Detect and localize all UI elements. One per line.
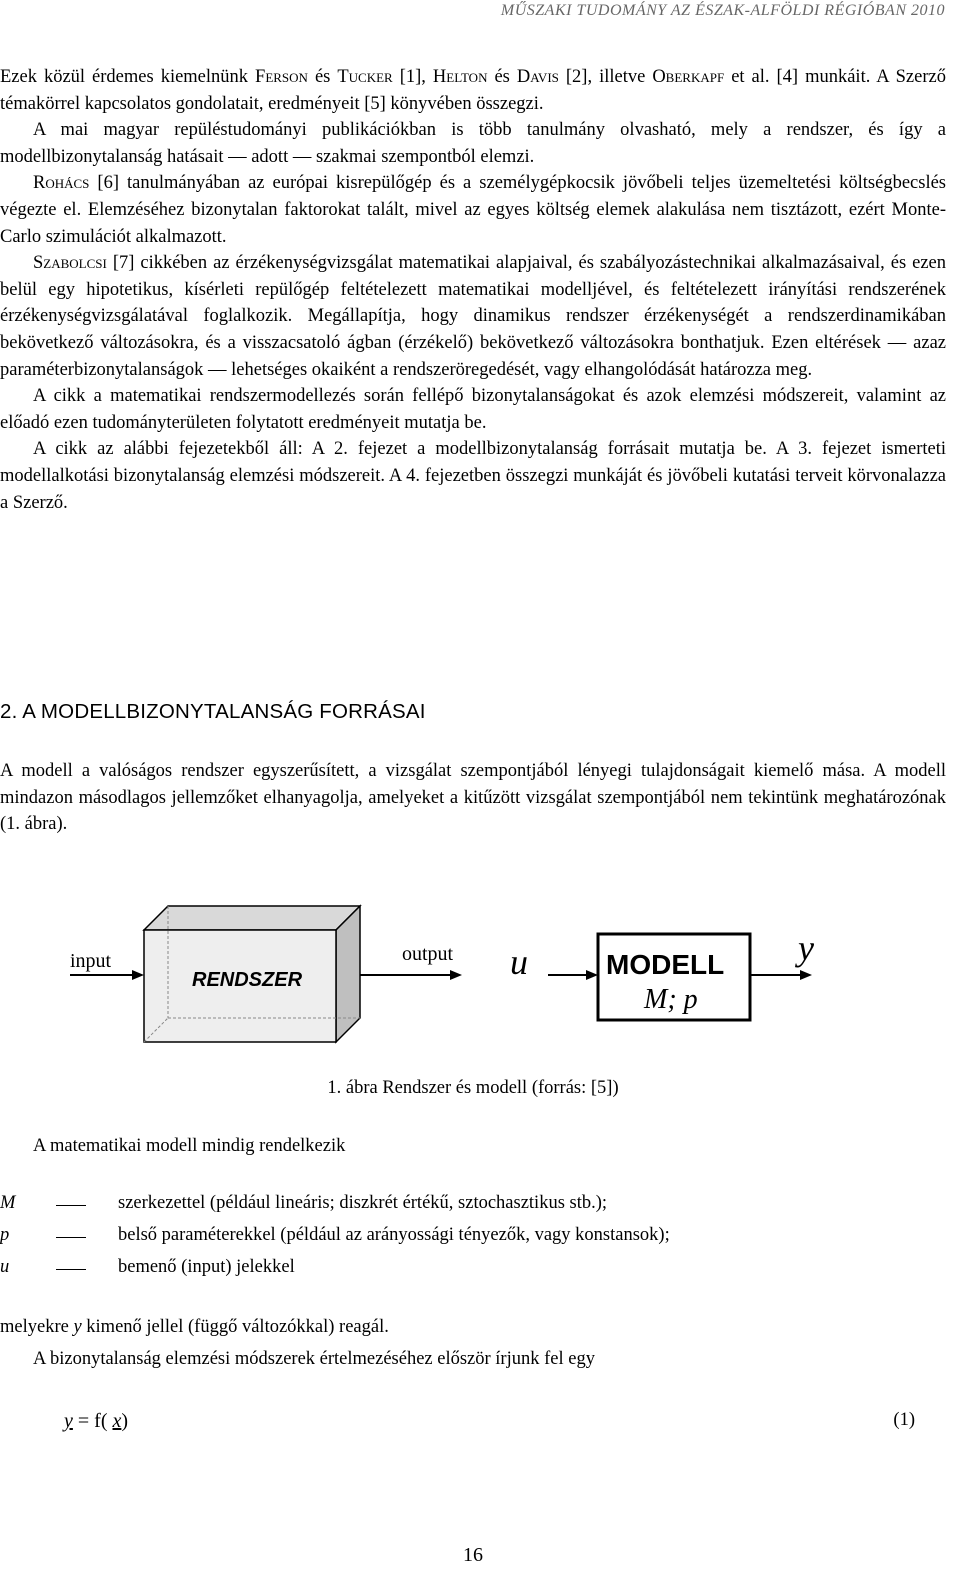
author-rohacs: Rohács	[33, 173, 90, 194]
author-ferson: Ferson	[255, 67, 308, 87]
system-label: RENDSZER	[192, 969, 303, 991]
output-arrow-head	[450, 970, 462, 980]
definition-text-u: bemenő (input) jelekkel	[118, 1257, 295, 1277]
equation-arg: x	[112, 1410, 122, 1432]
after-text-1: melyekre	[0, 1317, 74, 1337]
paragraph-equation-intro: A bizonytalanság elemzési módszerek értelmezéséhez először írjunk fel egy	[33, 1349, 595, 1369]
p1-text-4: és	[487, 67, 517, 87]
equation-lhs: y	[64, 1410, 73, 1432]
paragraph-2: A mai magyar repüléstudományi publikációkban is több tanulmány olvasható, mely a rendszer, és így a modellbizonytalanság hatásait — adott — szakmai szempontból elemzi.	[0, 120, 946, 167]
p1-text-2: és	[307, 67, 338, 87]
author-oberkapf: Oberkapf	[652, 67, 725, 87]
symbol-y: y	[73, 1317, 82, 1337]
author-szabolcsi: Szabolcsi	[33, 253, 107, 274]
y-label: y	[798, 928, 814, 968]
equation-1	[64, 1410, 128, 1433]
symbol-p: p	[0, 1225, 10, 1245]
output-label: output	[402, 943, 454, 965]
input-label: input	[70, 950, 112, 972]
paragraph-5: A cikk a matematikai rendszermodellezés során fellépő bizonytalanságokat és azok elemzési módszereit, valamint az előadó ezen tudományterületen folytatott eredményeit mutatja be.	[0, 386, 946, 433]
p1-text-5: [2], illetve	[558, 67, 653, 87]
paragraph-after-list	[0, 1317, 389, 1338]
author-helton: Helton	[432, 67, 488, 87]
dash	[56, 1205, 86, 1206]
equation-function: = f(	[72, 1410, 113, 1432]
body-text-top	[0, 64, 946, 516]
definition-list	[0, 1193, 946, 1289]
definition-text-m: szerkezettel (például lineáris; diszkrét értékű, sztochasztikus stb.);	[118, 1193, 608, 1213]
model-output-arrow	[800, 970, 812, 980]
figure-caption: 1. ábra Rendszer és modell (forrás: [5])	[327, 1078, 619, 1098]
definition-row-u	[0, 1257, 946, 1289]
paragraph-7: A modell a valóságos rendszer egyszerűsített, a vizsgálat szempontjából lényegi tulajdonságait kiemelő mása. A modell mindazon másodlagos jellemzőket elhanyagolja, amelyeket a kitűzött vizsgálat szempontjából nem tekintünk meghatározónak (1. ábra).	[0, 761, 946, 835]
paragraph-3	[0, 170, 946, 250]
author-tucker: Tucker	[337, 67, 393, 87]
paragraph-4	[0, 250, 946, 383]
after-text-2: kimenő jellel (függő változókkal) reagál.	[81, 1317, 389, 1337]
definition-row-m	[0, 1193, 946, 1225]
model-label: MODELL	[606, 949, 725, 980]
section-heading: 2. A MODELLBIZONYTALANSÁG FORRÁSAI	[0, 700, 426, 723]
dash	[56, 1237, 86, 1238]
p3-text: [6] tanulmányában az európai kisrepülőgép és a személygépkocsik jövőbeli teljes üzemeltetési költségbecslés végezte el. Elemzéséhez bizonytalan faktorokat talált, mivel az egyes költség elemek alakulása nem tisztázott, ezért Monte-Carlo szimulációt alkalmazott.	[0, 173, 946, 247]
author-davis: Davis	[516, 67, 559, 87]
p1-text-1: Ezek közül érdemes kiemelnünk	[0, 67, 256, 87]
page-number: 16	[463, 1544, 483, 1566]
box-side-face	[336, 906, 360, 1042]
u-label: u	[510, 942, 528, 982]
definition-row-p	[0, 1225, 946, 1257]
paragraph-1	[0, 64, 946, 117]
p1-text-6: et al. [4] munkáit. A Szerző témakörrel kapcsolatos gondolatait, eredményeit [5] könyvében összegzi.	[0, 67, 946, 114]
input-arrow-head	[132, 970, 144, 980]
symbol-m: M	[0, 1193, 16, 1213]
box-top-face	[144, 906, 360, 930]
list-intro: A matematikai modell mindig rendelkezik	[33, 1136, 346, 1156]
equation-number: (1)	[893, 1410, 915, 1430]
p1-text-3: [1],	[392, 67, 433, 87]
dash	[56, 1269, 86, 1270]
running-header	[0, 2, 960, 20]
running-header-text: MŰSZAKI TUDOMÁNY AZ ÉSZAK-ALFÖLDI RÉGIÓBAN 2010	[500, 2, 945, 19]
definition-text-p: belső paraméterekkel (például az arányossági tényezők, vagy konstansok);	[118, 1225, 670, 1245]
paragraph-6: A cikk az alábbi fejezetekből áll: A 2. fejezet a modellbizonytalanság forrásait mutatja be. A 3. fejezet ismerteti modellalkotási bizonytalanság elemzési módszereit. A 4. fejezetben összegzi munkáját és jövőbeli kutatási terveit körvonalazza a Szerző.	[0, 439, 946, 513]
model-input-arrow	[586, 970, 598, 980]
symbol-u: u	[0, 1257, 10, 1277]
body-text-section	[0, 758, 946, 838]
model-params: M; p	[644, 984, 698, 1015]
figure-system-model	[60, 900, 890, 1060]
p4-text: [7] cikkében az érzékenységvizsgálat matematikai alapjaival, és szabályozástechnikai alkalmazásaival, és ezen belül egy hipotetikus, kísérleti repülőgép feltételezett matematikai modelljével, és feltételezett irányítási rendszerének érzékenységvizsgálatával foglalkozik. Megállapítja, hogy dinamikus rendszer érzékenységét a rendszerdinamikában bekövetkező változásokra, és a visszacsatoló ágban (érzékelő) bekövetkező változásokra bonthatjuk. Ezen eltérések — azaz paraméterbizonytalanságok — lehetséges okaiként a rendszeröregedését, vagy elhangolódását határozza meg.	[0, 253, 946, 380]
equation-close: )	[121, 1410, 129, 1432]
